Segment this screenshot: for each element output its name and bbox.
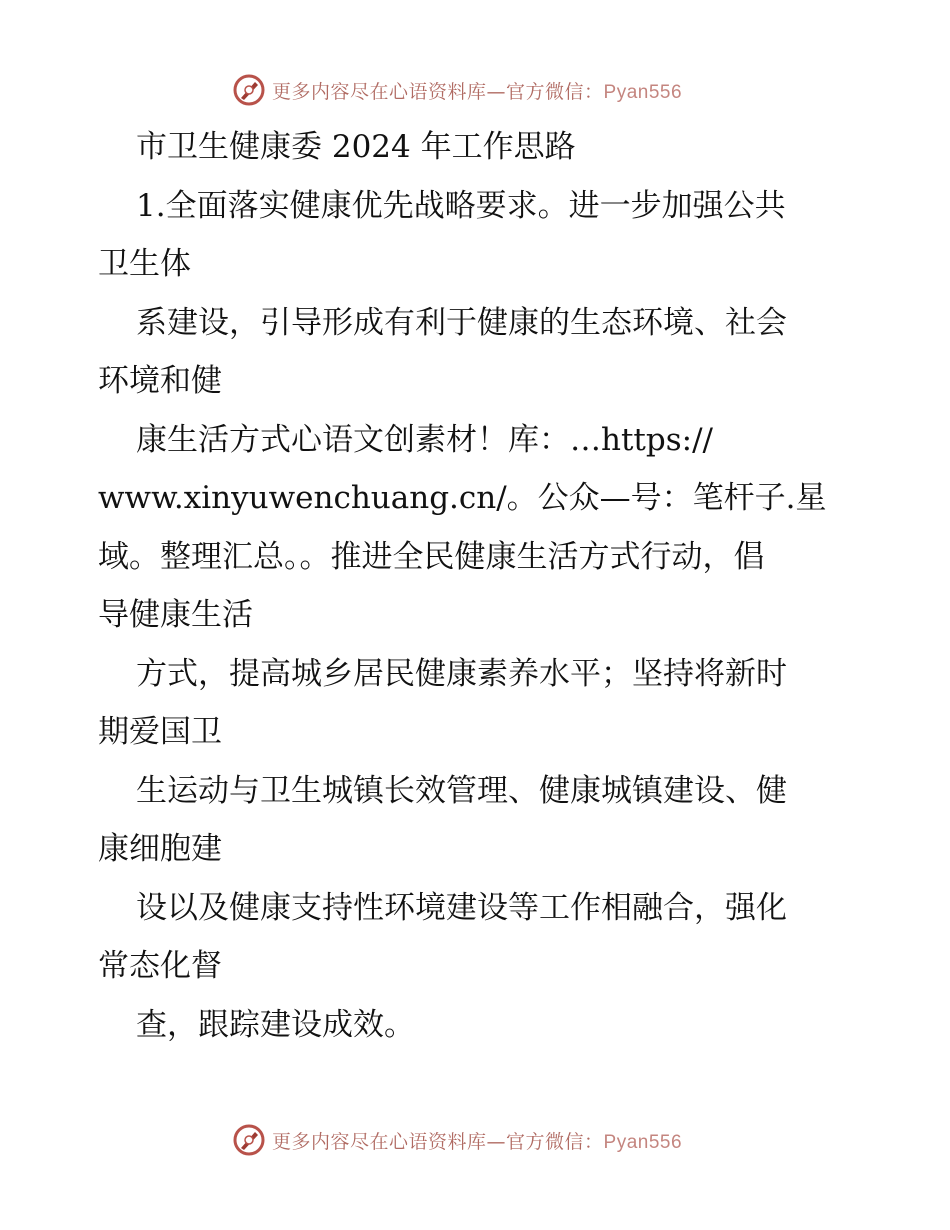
paragraph-line: 系建设，引导形成有利于健康的生态环境、社会 — [136, 304, 787, 341]
paragraph-line: 环境和健 — [98, 363, 222, 399]
watermark-text: 更多内容尽在心语资料库—官方微信： — [272, 1130, 604, 1153]
paragraph-line: 期爱国卫 — [98, 714, 222, 750]
wechat-id: Pyan556 — [603, 81, 683, 103]
watermark-text: 更多内容尽在心语资料库—官方微信： — [272, 80, 604, 103]
paragraph-line: 域。整理汇总。。推进全民健康生活方式行动，倡 — [98, 538, 765, 575]
paragraph-line: 常态化督 — [98, 948, 222, 984]
paragraph-line: 查，跟踪建设成效。 — [136, 1006, 415, 1043]
paragraph-line: 导健康生活 — [98, 597, 253, 633]
wechat-id: Pyan556 — [603, 1131, 683, 1153]
paragraph-line: 1.全面落实健康优先战略要求。进一步加强公共 — [136, 187, 786, 224]
header-watermark — [232, 73, 712, 107]
footer-watermark — [232, 1123, 712, 1157]
pen-logo-icon — [232, 1123, 266, 1157]
paragraph-line: 生运动与卫生城镇长效管理、健康城镇建设、健 — [136, 772, 787, 809]
paragraph-line: www.xinyuwenchuang.cn/。公众—号：笔杆子.星 — [98, 480, 827, 516]
paragraph-line: 方式，提高城乡居民健康素养水平；坚持将新时 — [136, 655, 787, 692]
paragraph-line: 卫生体 — [98, 246, 191, 282]
document-body — [98, 118, 858, 1054]
paragraph-line: 康生活方式心语文创素材！库：…https:// — [136, 421, 713, 458]
document-title: 市卫生健康委 2024 年工作思路 — [136, 129, 576, 165]
paragraph-line: 康细胞建 — [98, 831, 222, 867]
paragraph-line: 设以及健康支持性环境建设等工作相融合，强化 — [136, 889, 787, 926]
pen-logo-icon — [232, 73, 266, 107]
